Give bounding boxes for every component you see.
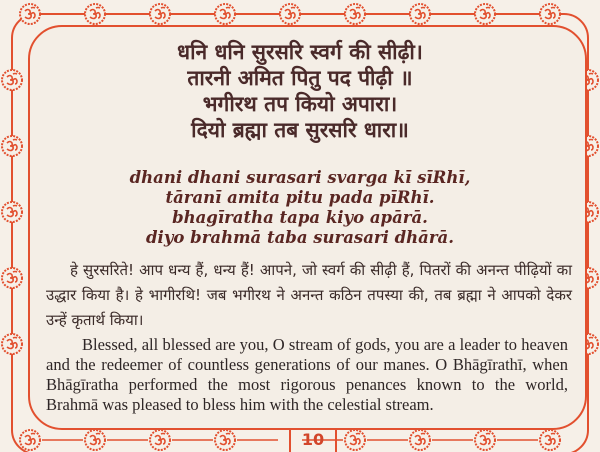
hindi-meaning: हे सुरसरिते! आप धन्य हैं, धन्य हैं! आपने, जो स्वर्ग की सीढ़ी हैं, पितरों की अनन्त पीढ़ियों का उद्धार किया है। हे भागीरथि! जब भगीरथ ने अनन्त कठिन तपस्या की, तब ब्रह्मा ने आपको देकर उन्हें कृतार्थ किया। bbox=[46, 261, 572, 329]
om-symbol-icon bbox=[2, 268, 22, 288]
verse-line-3: भगीरथ तप कियो अपारा। bbox=[202, 92, 398, 116]
verse-line-4: दियो ब्रह्मा तब सुरसरि धारा॥ bbox=[191, 118, 409, 142]
om-symbol-icon bbox=[150, 430, 170, 450]
transliteration-line-4: diyo brahmā taba surasari dhārā. bbox=[146, 228, 454, 247]
om-symbol-icon bbox=[20, 4, 40, 24]
om-symbol-icon bbox=[410, 4, 430, 24]
om-symbol-icon bbox=[410, 430, 430, 450]
om-symbol-icon bbox=[540, 430, 560, 450]
om-symbol-icon bbox=[345, 430, 365, 450]
om-symbol-icon bbox=[2, 334, 22, 354]
english-meaning: Blessed, all blessed are you, O stream of gods, you are a leader to heaven and the redeemer of countless generations of our manes. O Bhāgīrathī, when Bhāgīratha performed the most rigorous penances known to the world, Brahmā was pleased to bless him with the celestial stream. bbox=[46, 335, 568, 414]
om-symbol-icon bbox=[475, 4, 495, 24]
om-symbol-icon bbox=[215, 4, 235, 24]
verse-line-2: तारनी अमित पितु पद पीढ़ी ॥ bbox=[187, 66, 413, 90]
om-symbol-icon bbox=[85, 430, 105, 450]
om-symbol-icon bbox=[150, 4, 170, 24]
om-symbol-icon bbox=[540, 4, 560, 24]
om-symbol-icon bbox=[85, 4, 105, 24]
page-number: 10 bbox=[301, 430, 325, 449]
transliteration-line-3: bhagīratha tapa kiyo apārā. bbox=[172, 208, 428, 227]
om-symbol-icon bbox=[345, 4, 365, 24]
transliteration-line-1: dhani dhani surasari svarga kī sīRhī, bbox=[129, 168, 471, 187]
om-symbol-icon bbox=[280, 4, 300, 24]
transliteration-line-2: tāranī amita pitu pada pīRhī. bbox=[165, 188, 435, 207]
verse-line-1: धनि धनि सुरसरि स्वर्ग की सीढ़ी। bbox=[177, 40, 423, 64]
om-symbol-icon bbox=[215, 430, 235, 450]
om-symbol-icon bbox=[20, 430, 40, 450]
om-symbol-icon bbox=[475, 430, 495, 450]
